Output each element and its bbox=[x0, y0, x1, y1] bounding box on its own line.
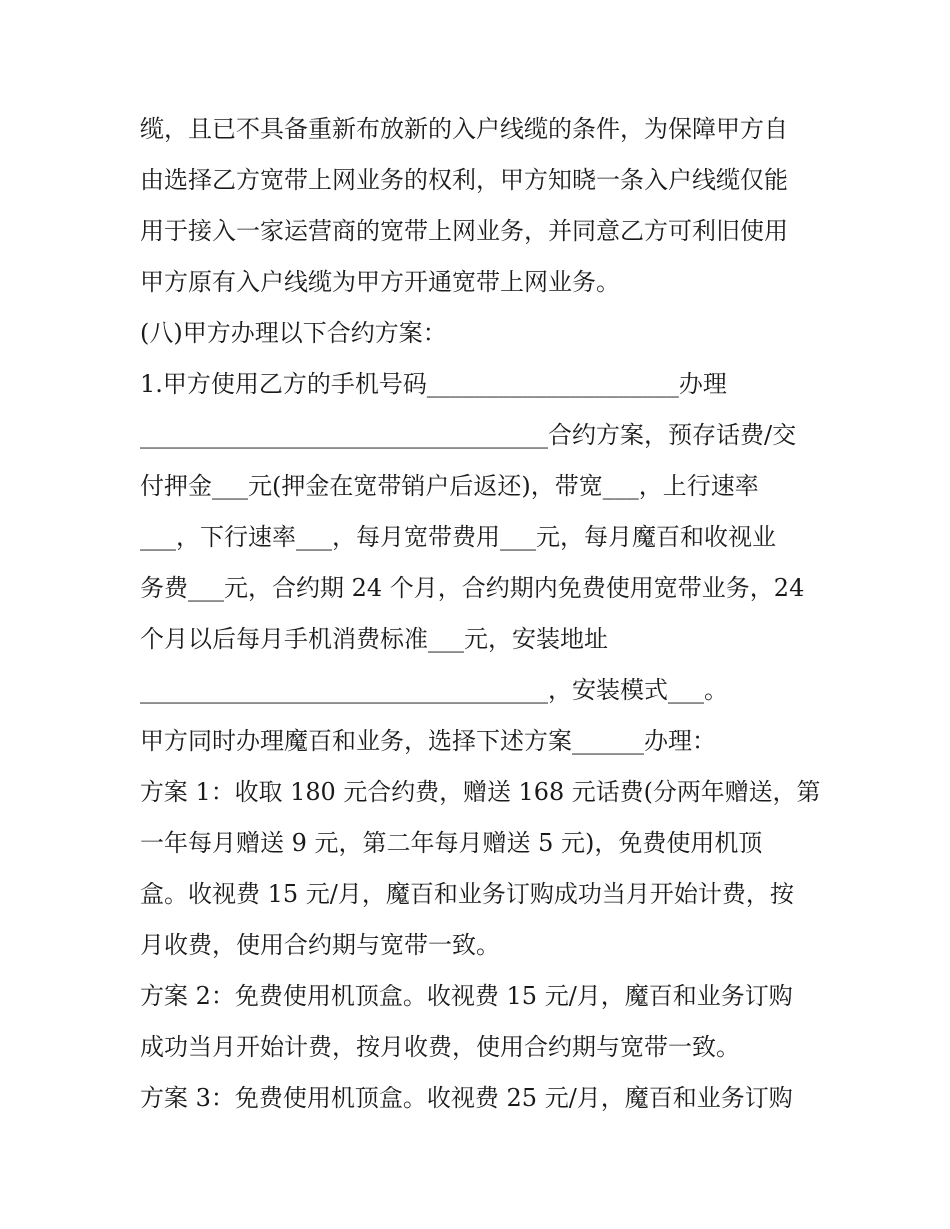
text-line: ___，下行速率___，每月宽带费用___元，每月魔百和收视业 bbox=[140, 523, 776, 551]
plan-1-line: 盒。收视费 15 元/月，魔百和业务订购成功当月开始计费，按 bbox=[140, 880, 794, 908]
plan-1-line: 月收费，使用合约期与宽带一致。 bbox=[140, 931, 500, 959]
text-line: 个月以后每月手机消费标准___元，安装地址 bbox=[140, 625, 608, 653]
text-line: 用于接入一家运营商的宽带上网业务，并同意乙方可利旧使用 bbox=[140, 217, 788, 245]
plan-3-line: 方案 3：免费使用机顶盒。收视费 25 元/月，魔百和业务订购 bbox=[140, 1084, 793, 1112]
text-line: 甲方同时办理魔百和业务，选择下述方案______办理： bbox=[140, 727, 716, 755]
text-line: 1.甲方使用乙方的手机号码_____________________办理 bbox=[140, 370, 727, 398]
text-line: __________________________________，安装模式___。 bbox=[140, 676, 728, 704]
plan-2-line: 成功当月开始计费，按月收费，使用合约期与宽带一致。 bbox=[140, 1033, 740, 1061]
text-line: 由选择乙方宽带上网业务的权利，甲方知晓一条入户线缆仅能 bbox=[140, 166, 788, 194]
plan-1-line: 一年每月赠送 9 元，第二年每月赠送 5 元)，免费使用机顶 bbox=[140, 829, 763, 857]
plan-2-line: 方案 2：免费使用机顶盒。收视费 15 元/月，魔百和业务订购 bbox=[140, 982, 793, 1010]
text-line: 甲方原有入户线缆为甲方开通宽带上网业务。 bbox=[140, 268, 620, 296]
section-heading: (八)甲方办理以下合约方案： bbox=[140, 319, 447, 347]
contract-text bbox=[140, 104, 820, 1124]
text-line: __________________________________合约方案，预存话费/交 bbox=[140, 421, 797, 449]
plan-1-line: 方案 1：收取 180 元合约费，赠送 168 元话费(分两年赠送，第 bbox=[140, 778, 821, 806]
text-line: 付押金___元(押金在宽带销户后返还)，带宽___，上行速率 bbox=[140, 472, 759, 500]
text-line: 务费___元，合约期 24 个月，合约期内免费使用宽带业务，24 bbox=[140, 574, 805, 602]
text-line: 缆，且已不具备重新布放新的入户线缆的条件，为保障甲方自 bbox=[140, 115, 788, 143]
